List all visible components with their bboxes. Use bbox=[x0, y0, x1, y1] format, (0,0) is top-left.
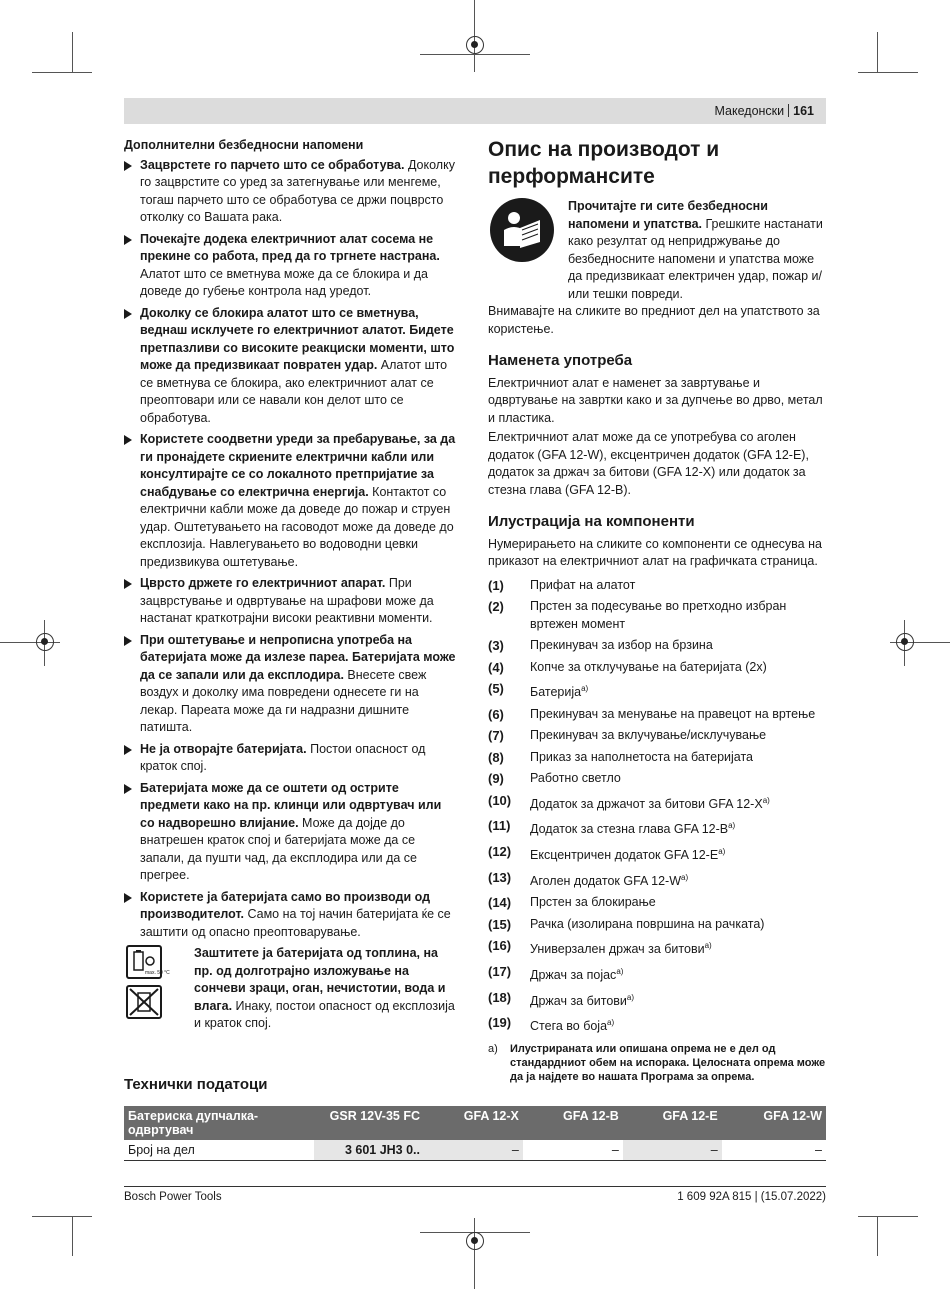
safety-bullet bbox=[124, 741, 459, 776]
crop-mark-top-h bbox=[420, 54, 530, 55]
registration-mark-right bbox=[896, 633, 914, 651]
component-label: Работно светло bbox=[530, 771, 621, 786]
component-number: (16) bbox=[488, 938, 512, 954]
cell-gfa-e: – bbox=[623, 1140, 722, 1161]
component-footnote-marker: a) bbox=[718, 846, 726, 856]
component-number: (11) bbox=[488, 818, 511, 834]
safety-bullet bbox=[124, 305, 459, 428]
components-heading: Илустрација на компоненти bbox=[488, 513, 695, 530]
figure-note: Внимавајте на сликите во предниот дел на упатството за користење. bbox=[488, 304, 820, 336]
bullet-triangle-icon bbox=[124, 745, 132, 755]
registration-mark-bottom bbox=[466, 1232, 484, 1250]
components-list bbox=[488, 577, 826, 1036]
component-label: Прекинувач за избор на брзина bbox=[530, 638, 713, 652]
table-header-gsr: GSR 12V-35 FC bbox=[314, 1106, 424, 1140]
bullet-text: Доколку го зацврстите со уред за затегнување или менгеме, тогаш парчето што се обработува се држи поцврсто отколку со Вашата рака. bbox=[140, 157, 455, 224]
list-item bbox=[488, 792, 826, 814]
component-number: (1) bbox=[488, 577, 504, 593]
component-number: (19) bbox=[488, 1015, 512, 1031]
crop-mark-bl-v bbox=[72, 1216, 73, 1256]
list-item bbox=[488, 869, 826, 891]
list-item bbox=[488, 637, 826, 655]
list-item bbox=[488, 770, 826, 788]
registration-mark-left bbox=[36, 633, 54, 651]
component-label: Прстен за подесување во претходно избран вртежен момент bbox=[530, 599, 787, 631]
bullet-bold-text: Цврсто држете го електричниот апарат. bbox=[140, 576, 386, 590]
list-item bbox=[488, 749, 826, 767]
table-header-gfa-w: GFA 12-W bbox=[722, 1106, 826, 1140]
bullet-text: Само на тој начин батеријата ќе се заштити од опасно преоптоварување. bbox=[140, 907, 451, 939]
header-text bbox=[714, 104, 814, 118]
bullet-bold-text: Користете соодветни уреди за пребарување, за да ги пронајдете скриените електрични кабли или консултирајте се со локалното претпријатие за снабдување со електрична енергија. bbox=[140, 432, 456, 499]
intended-use-p1: Електричниот алат е наменет за завртување и одвртување на завртки како и за дупчење во дрво, метал и пластика. bbox=[488, 375, 823, 425]
crop-mark-tr-v bbox=[877, 32, 878, 72]
component-footnote-marker: a) bbox=[704, 941, 712, 951]
component-label: Држач за појас$^{a)}$ bbox=[530, 966, 624, 983]
component-label: Рачка (изолирана површина на рачката) bbox=[530, 916, 765, 931]
safety-bullet bbox=[124, 632, 459, 737]
read-manual-icon bbox=[490, 198, 554, 262]
component-footnote-marker: a) bbox=[728, 821, 736, 831]
component-label: Копче за отклучување на батеријата (2x) bbox=[530, 659, 767, 674]
component-number: (7) bbox=[488, 728, 504, 744]
list-item bbox=[488, 680, 826, 702]
cell-gfa-b: – bbox=[523, 1140, 623, 1161]
registration-mark-top bbox=[466, 36, 484, 54]
table-header-row bbox=[124, 1106, 826, 1140]
list-item bbox=[488, 706, 826, 724]
component-number: (8) bbox=[488, 749, 504, 765]
table-header-gfa-x: GFA 12-X bbox=[424, 1106, 523, 1140]
bullet-bold-text: При оштетување и непрописна употреба на батеријата може да излезе пареа. Батеријата може да се запали или да експлодира. bbox=[140, 632, 456, 682]
bullet-text: Алатот што се вметнува може да се блокира и да доведе до губење контрола над уредот. bbox=[140, 266, 429, 298]
table-header-product: Батериска дупчалка-одвртувач bbox=[124, 1106, 314, 1140]
bullet-text: Контактот со електрични кабли може да доведе до пожар и струен удар. Оштетувањето на гасоводот може да доведе до експлозија. Навлегувањето во водоводни цевки предизвикува оштетување. bbox=[140, 484, 454, 569]
component-label: Прстен за блокирање bbox=[530, 895, 656, 910]
component-number: (6) bbox=[488, 706, 504, 722]
crop-mark-bottom bbox=[474, 1218, 475, 1289]
bullet-bold-text: Зацврстете го парчето што се обработува. bbox=[140, 157, 405, 172]
bullet-triangle-icon bbox=[124, 235, 132, 245]
component-number: (18) bbox=[488, 989, 512, 1005]
list-item bbox=[488, 963, 826, 985]
crop-mark-tl-v bbox=[72, 32, 73, 72]
table-header-gfa-e: GFA 12-E bbox=[623, 1106, 722, 1140]
list-item bbox=[488, 937, 826, 959]
component-label: Прекинувач за менување на правецот на вртење bbox=[530, 706, 816, 721]
bullet-bold-text: Батеријата може да се оштети од острите предмети како на пр. клинци или одвртувач или со надворешно влијание. bbox=[140, 780, 442, 830]
footer-brand: Bosch Power Tools bbox=[124, 1191, 222, 1203]
cell-gsr: 3 601 JH3 0.. bbox=[314, 1140, 424, 1161]
safety-bullet bbox=[124, 889, 459, 942]
component-number: (5) bbox=[488, 681, 504, 696]
bullet-triangle-icon bbox=[124, 636, 132, 646]
battery-heat-icon bbox=[126, 945, 170, 979]
cell-gfa-x: – bbox=[424, 1140, 523, 1161]
svg-text:max. 50 °C: max. 50 °C bbox=[145, 970, 170, 976]
list-item bbox=[488, 727, 826, 745]
bullet-text: Внесете свеж воздух и доколку има повредени однесете ги на лекар. Пареата може да ги надразни дишните патишта. bbox=[140, 667, 427, 734]
component-label: Стега во боја$^{a)}$ bbox=[530, 1018, 615, 1034]
component-label: Ексцентричен додаток GFA $12-E^{a)}$ bbox=[530, 846, 726, 863]
heat-warning bbox=[124, 945, 459, 1041]
component-label: Прекинувач за вклучување/исклучување bbox=[530, 728, 767, 743]
read-notice-bold: Прочитајте ги сите безбедносни напомени и упатства. bbox=[568, 199, 768, 231]
list-item bbox=[488, 989, 826, 1011]
intended-use-heading: Наменета употреба bbox=[488, 352, 633, 369]
table-row bbox=[124, 1140, 826, 1161]
component-number: (12) bbox=[488, 843, 512, 859]
components-intro: Нумерирањето на сликите со компоненти се однесува на приказот на електричниот алат на графичката страница. bbox=[488, 536, 822, 568]
list-item bbox=[488, 916, 826, 934]
bullet-triangle-icon bbox=[124, 309, 132, 319]
list-item bbox=[488, 598, 826, 633]
component-number: (14) bbox=[488, 895, 512, 911]
additional-safety-heading: Дополнителни безбедносни напомени bbox=[124, 138, 364, 152]
bullet-triangle-icon bbox=[124, 435, 132, 445]
bullet-bold-text: Доколку се блокира алатот што се вметнува, веднаш исклучете го електричниот алатот. Бидете претпазливи со високите реакциски моменти, што може да предизвикаат повратен удар. bbox=[140, 305, 455, 372]
component-label: Држач за битови$^{a)}$ bbox=[530, 992, 635, 1008]
component-number: (15) bbox=[488, 916, 512, 932]
bullet-bold-text: Почекајте додека електричниот алат сосема не прекине со работа, пред да го тргнете настрана. bbox=[140, 231, 440, 263]
component-label: Универзален држач за битови$^{a)}$ bbox=[530, 941, 712, 957]
component-number: (10) bbox=[488, 792, 512, 808]
component-label: Прифат на алатот bbox=[530, 577, 636, 592]
footer-doc-id: 1 609 92A 815 | (15.07.2022) bbox=[677, 1191, 826, 1203]
intended-use-p2: Електричниот алат може да се употребува со аголен додаток (GFA 12-W), ексцентричен додаток (GFA 12-E), додаток за држач за битови (GFA 12-X) или додаток за стезна глава (GFA 12-B). bbox=[488, 430, 809, 497]
component-footnote-marker: a) bbox=[616, 966, 624, 976]
table-header-gfa-b: GFA 12-B bbox=[523, 1106, 623, 1140]
crop-mark-tl-h bbox=[32, 72, 92, 73]
safety-bullet bbox=[124, 431, 459, 571]
heat-warning-text: Инаку, постои опасност од експлозија и краток спој. bbox=[194, 998, 455, 1030]
read-instructions-notice bbox=[488, 198, 826, 303]
component-number: (9) bbox=[488, 771, 504, 787]
safety-bullet bbox=[124, 575, 459, 628]
bullet-text: Може да дојде до внатрешен краток спој и батеријата може да се запали, да пушти чад, да експлодира или да се прегрее. bbox=[140, 815, 417, 882]
row-label: Број на дел bbox=[124, 1140, 314, 1161]
list-item bbox=[488, 577, 826, 595]
bullet-triangle-icon bbox=[124, 579, 132, 589]
bullet-text: Алатот што се вметнува се блокира, ако електричниот алат се преоптовари или се навали кон делот што се обработува. bbox=[140, 358, 448, 425]
left-column bbox=[124, 137, 459, 1041]
page-header bbox=[124, 98, 826, 124]
header-language: Македонски bbox=[714, 104, 785, 118]
component-number: (4) bbox=[488, 659, 504, 675]
component-number: (17) bbox=[488, 963, 512, 979]
component-footnote-marker: a) bbox=[607, 1018, 615, 1028]
tech-data-table bbox=[124, 1106, 826, 1161]
safety-bullet bbox=[124, 157, 459, 227]
component-label: Батерија$^{a)}$ bbox=[530, 684, 589, 700]
footnote bbox=[488, 1042, 826, 1084]
bullet-text: При зацврстување и одвртување на шрафови може да настанат краткотрајни високи реактивни моменти. bbox=[140, 576, 434, 625]
tech-data-heading: Технички податоци bbox=[124, 1076, 268, 1093]
crop-mark-bl-h bbox=[32, 1216, 92, 1217]
list-item bbox=[488, 817, 826, 839]
battery-no-water-icon bbox=[126, 985, 162, 1019]
component-label: Додаток за стезна глава GFA $12-B^{a)}$ bbox=[530, 821, 736, 837]
list-item bbox=[488, 1014, 826, 1036]
component-footnote-marker: a) bbox=[762, 795, 770, 805]
heat-warning-bold: Заштитете ја батеријата од топлина, на пр. од долготрајно изложување на сончеви зраци, оган, нечистотии, вода и влага. bbox=[194, 946, 446, 1013]
component-footnote-marker: a) bbox=[581, 684, 589, 693]
bullet-bold-text: Не ја отворајте батеријата. bbox=[140, 741, 307, 756]
component-number: (3) bbox=[488, 638, 504, 653]
cell-gfa-w: – bbox=[722, 1140, 826, 1161]
component-label: Додаток за држачот за битови GFA $12-X^{a)}$ bbox=[530, 795, 770, 811]
footnote-key: a) bbox=[488, 1042, 498, 1055]
footnote-text: Илустрираната или опишана опрема не е дел од стандардниот обем на испорака. Целосната опрема може да ја најдете во нашата Програма за опрема. bbox=[510, 1042, 826, 1083]
read-notice-text: Грешките настанати како резултат од непридржувањe до безбедносните напомени и упатства може да предизвикаат електричен удар, пожар и/или тешки повреди. bbox=[568, 216, 823, 301]
bullet-bold-text: Користете ја батеријата само во производи од производителот. bbox=[140, 889, 431, 921]
crop-mark-tr-h bbox=[858, 72, 918, 73]
list-item bbox=[488, 843, 826, 865]
list-item bbox=[488, 894, 826, 912]
component-label: Аголен додаток GFA $12-W^{a)}$ bbox=[530, 872, 689, 888]
safety-bullet bbox=[124, 780, 459, 885]
crop-mark-br-v bbox=[877, 1216, 878, 1256]
crop-mark-br-h bbox=[858, 1216, 918, 1217]
bullet-triangle-icon bbox=[124, 161, 132, 171]
section-title: Опис на производот и перформансите bbox=[488, 138, 720, 188]
bullet-triangle-icon bbox=[124, 784, 132, 794]
list-item bbox=[488, 659, 826, 677]
right-column bbox=[488, 136, 826, 1084]
bullet-text: Постои опасност од краток спој. bbox=[140, 741, 426, 773]
footer-rule bbox=[124, 1186, 826, 1187]
safety-bullet bbox=[124, 231, 459, 301]
safety-bullet-list bbox=[124, 157, 459, 942]
component-number: (13) bbox=[488, 869, 512, 885]
component-footnote-marker: a) bbox=[681, 872, 689, 882]
bullet-triangle-icon bbox=[124, 893, 132, 903]
page-number: 161 bbox=[793, 104, 814, 118]
component-label: Приказ за наполнетоста на батеријата bbox=[530, 749, 754, 764]
component-footnote-marker: a) bbox=[626, 992, 635, 1002]
component-number: (2) bbox=[488, 599, 504, 614]
